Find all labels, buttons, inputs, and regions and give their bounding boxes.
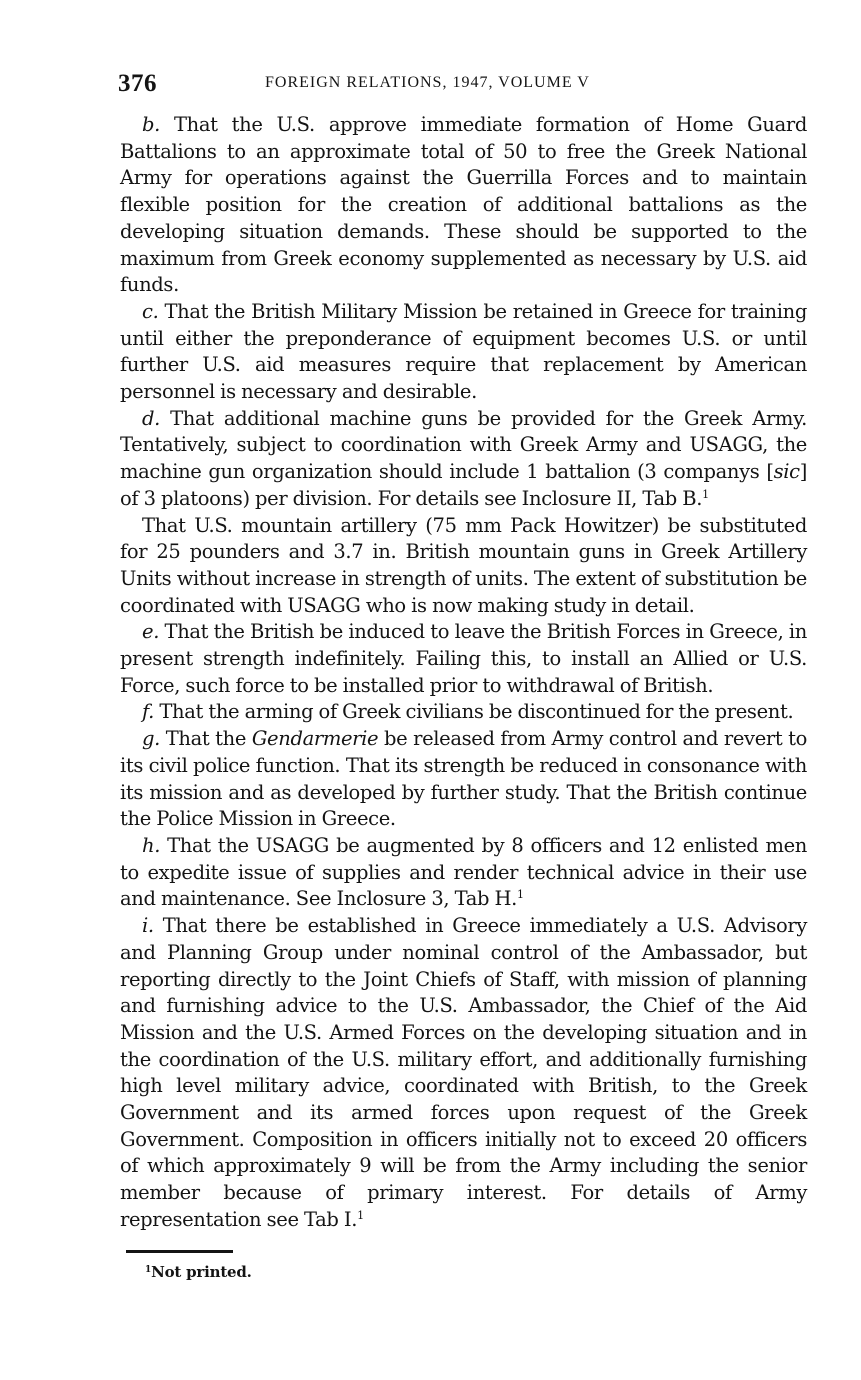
page-number: 376 <box>118 70 157 97</box>
page-header <box>118 70 808 100</box>
paragraph-text: That additional machine guns be provided for the Greek Army. Tentatively, subject to coordination with Greek Army and USAGG, the machine gun organization should include 1 battalion (3 companys [ <box>120 406 807 484</box>
gendarmerie-term: Gendarmerie <box>251 727 379 751</box>
body-text <box>120 112 807 1234</box>
paragraph-f <box>120 699 807 726</box>
paragraph-text: That the arming of Greek civilians be discontinued for the present. <box>154 700 794 724</box>
paragraph-text-cont: ] of 3 platoons) per division. For details see Inclosure II, Tab B. <box>120 460 807 510</box>
paragraph-label: i. <box>142 914 154 938</box>
paragraph-d <box>120 406 807 513</box>
paragraph-text: That the British Military Mission be retained in Greece for training until either the preponderance of equipment becomes U.S. or until further U.S. aid measures require that replacement by American personnel is necessary and desirable. <box>120 299 807 404</box>
footnote-reference: 1 <box>517 888 524 902</box>
paragraph-e <box>120 619 807 699</box>
footnote-reference: 1 <box>357 1208 364 1222</box>
running-head: FOREIGN RELATIONS, 1947, VOLUME V <box>265 74 590 91</box>
paragraph-label: g. <box>142 727 160 751</box>
footnote-divider <box>126 1250 233 1253</box>
paragraph-text: That the U.S. approve immediate formation of Home Guard Battalions to an approximate total of 50 to free the Greek National Army for operations against the Guerrilla Forces and to maintain flexible position for the creation of additional battalions as the developing situation demands. These should be supported to the maximum from Greek economy supplemented as necessary by U.S. aid funds. <box>120 113 807 297</box>
paragraph-text: That the <box>159 727 252 751</box>
paragraph-i <box>120 913 807 1233</box>
paragraph-b <box>120 112 807 299</box>
paragraph-label: h. <box>142 833 161 857</box>
paragraph-text: That the USAGG be augmented by 8 officers and 12 enlisted men to expedite issue of supplies and render technical advice in their use and maintenance. See Inclosure 3, Tab H. <box>120 833 807 911</box>
paragraph-c <box>120 299 807 406</box>
paragraph-g <box>120 726 807 833</box>
paragraph-text: That the British be induced to leave the British Forces in Greece, in present strength indefinitely. Failing this, to install an Allied or U.S. Force, such force to be installed prior to withdrawal of British. <box>120 620 807 697</box>
paragraph-label: f. <box>142 700 155 724</box>
paragraph-h <box>120 833 807 913</box>
paragraph-text-cont: be released from Army control and revert to its civil police function. That its strength be reduced in consonance with its mission and as developed by further study. That the British continue the Police Mission in Greece. <box>120 727 807 831</box>
paragraph-label: e. <box>142 620 160 644</box>
paragraph-label: b. <box>142 113 160 136</box>
paragraph-label: c. <box>142 299 159 323</box>
sic-note: sic <box>773 460 800 484</box>
paragraph-label: d. <box>142 406 160 430</box>
paragraph-text: That there be established in Greece immediately a U.S. Advisory and Planning Group under nominal control of the Ambassador, but reporting directly to the Joint Chiefs of Staff, with mission of planning and furnishing advice to the U.S. Ambassador, the Chief of the Aid Mission and the U.S. Armed Forces on the developing situation and in the coordination of the U.S. military effort, and additionally furnishing high level military advice, coordinated with British, to the Greek Government and its armed forces upon request of the Greek Government. Composition in officers initially not to exceed 20 officers of which approximately 9 will be from the Army including the senior member because of primary interest. For details of Army representation see Tab I. <box>120 914 807 1231</box>
footnote <box>145 1263 252 1281</box>
footnote-mark: 1 <box>145 1265 152 1275</box>
footnote-text: Not printed. <box>151 1263 252 1281</box>
paragraph-d-continued <box>120 513 807 620</box>
footnote-reference: 1 <box>702 487 709 501</box>
paragraph-text: That U.S. mountain artillery (75 mm Pack Howitzer) be substituted for 25 pounders and 3.7 in. British mountain guns in Greek Artillery Units without increase in strength of units. The extent of substitution be coordinated with USAGG who is now making study in detail. <box>120 513 807 617</box>
